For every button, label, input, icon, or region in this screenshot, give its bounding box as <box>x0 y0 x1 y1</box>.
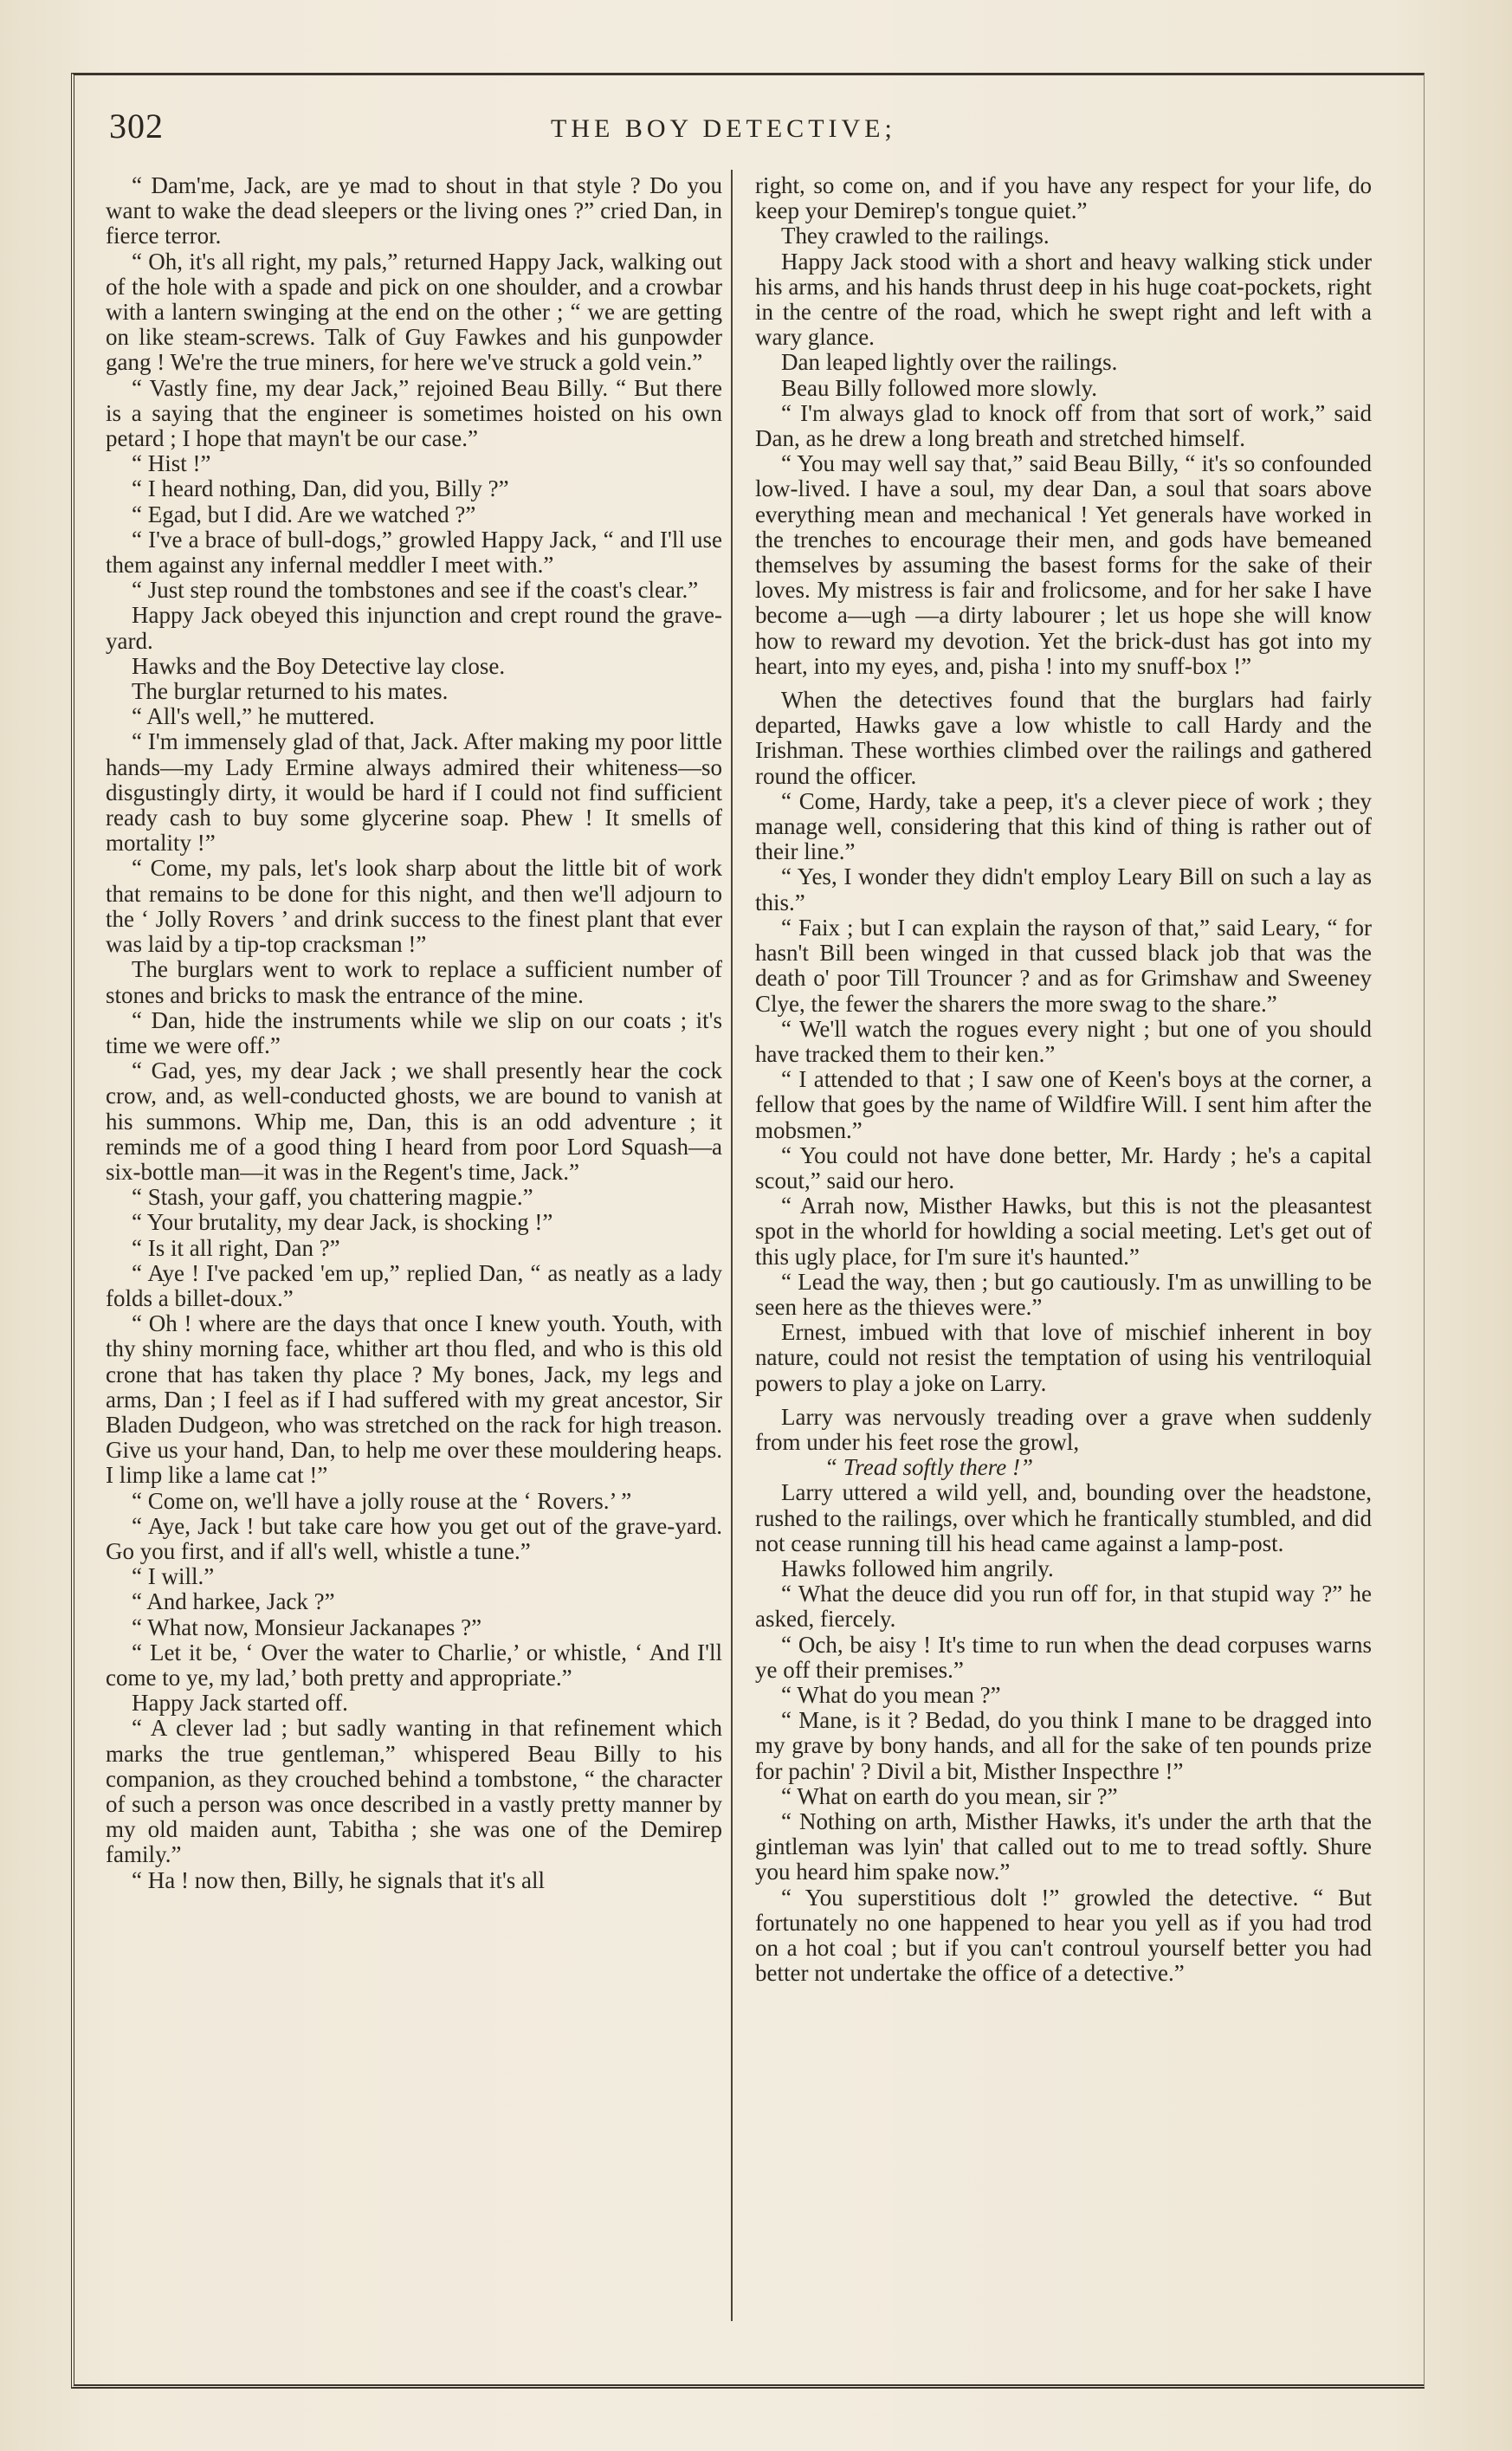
paragraph: “ What on earth do you mean, sir ?” <box>781 1782 1118 1809</box>
paragraph: “ Ha ! now then, Billy, he signals that it's all <box>132 1866 546 1893</box>
paragraph: “ Come, my pals, let's look sharp about the little bit of work that remains to be done for this night, and then we'll adjourn to the ‘ Jolly Rovers ’ and drink success to the finest plant that ever was laid by a tip-top cracksman !” <box>106 855 722 958</box>
paragraph: “ Lead the way, then ; but go cautiously. I'm as unwilling to be seen here as the thieves were.” <box>755 1268 1372 1320</box>
paragraph: Happy Jack obeyed this injunction and crept round the grave-yard. <box>106 602 722 654</box>
paragraph: Larry uttered a wild yell, and, bounding over the headstone, rushed to the railings, over which he frantically stumbled, and did not cease running till his head came against a lamp-post. <box>755 1479 1372 1556</box>
paragraph: “ I will.” <box>132 1563 215 1590</box>
paragraph: “ And harkee, Jack ?” <box>132 1588 335 1615</box>
paragraph: “ I'm immensely glad of that, Jack. After making my poor little hands—my Lady Ermine always admired their whiteness—so disgustingly dirty, it would be hard if I could not find sufficient ready cash to buy some glycerine soap. Phew ! It smells of mortality !” <box>106 728 722 857</box>
paragraph: “ You could not have done better, Mr. Hardy ; he's a capital scout,” said our hero. <box>755 1141 1372 1193</box>
column-divider <box>731 170 733 2321</box>
paragraph: “ Faix ; but I can explain the rayson of that,” said Leary, “ for hasn't Bill been winged in that cussed black job that was the death o' poor Till Trouncer ? and as for Grimshaw and Sweeney Clye, the fewer the sharers the more swag to the share.” <box>755 914 1372 1017</box>
paragraph: right, so come on, and if you have any respect for your life, do keep your Demirep's tongue quiet.” <box>755 173 1372 224</box>
right-column <box>755 173 1372 2321</box>
paragraph: The burglar returned to his mates. <box>132 678 449 705</box>
paragraph: “ I heard nothing, Dan, did you, Billy ?” <box>132 475 509 502</box>
paragraph: “ Oh ! where are the days that once I knew youth. Youth, with thy shiny morning face, whither art thou fled, and who is this old crone that has taken thy place ? My bones, Jack, my legs and arms, Dan ; I feel as if I had suffered with my great ancestor, Sir Bladen Dudgeon, who was stretched on the rack for high treason. Give us your hand, Dan, to help me over these mouldering heaps. I limp like a lame cat !” <box>106 1310 722 1489</box>
paragraph: Larry was nervously treading over a grave when suddenly from under his feet rose the growl, <box>755 1403 1372 1455</box>
page-number: 302 <box>109 107 164 146</box>
paragraph: “ Stash, your gaff, you chattering magpie.” <box>132 1184 533 1211</box>
paragraph: “ A clever lad ; but sadly wanting in that refinement which marks the true gentleman,” whispered Beau Billy to his companion, as they crouched behind a tombstone, “ the character of such a person was once described in a vastly pretty manner by my old maiden aunt, Tabitha ; she was one of the Demirep family.” <box>106 1715 722 1868</box>
left-column <box>106 173 722 2321</box>
paragraph: “ Dam'me, Jack, are ye mad to shout in that style ? Do you want to wake the dead sleepers or the living ones ?” cried Dan, in fierce terror. <box>106 173 722 249</box>
paragraph: “ Aye, Jack ! but take care how you get out of the grave-yard. Go you first, and if all's well, whistle a tune.” <box>106 1512 722 1564</box>
paragraph: “ Just step round the tombstones and see if the coast's clear.” <box>132 577 699 604</box>
paragraph: Happy Jack started off. <box>132 1690 348 1717</box>
paragraph: Happy Jack stood with a short and heavy walking stick under his arms, and his hands thrust deep in his huge coat-pockets, right in the centre of the road, which he swept right and left with a wary glance. <box>755 248 1372 351</box>
paragraph: “ I'm always glad to knock off from that sort of work,” said Dan, as he drew a long breath and stretched himself. <box>755 399 1372 452</box>
paragraph: They crawled to the railings. <box>781 223 1050 249</box>
paragraph: “ Come on, we'll have a jolly rouse at the ‘ Rovers.’ ” <box>132 1487 632 1514</box>
paragraph: Beau Billy followed more slowly. <box>781 374 1097 401</box>
paragraph: “ What now, Monsieur Jackanapes ?” <box>132 1614 482 1640</box>
paragraph: “ You superstitious dolt !” growled the detective. “ But fortunately no one happened to hear you yell as if you had trod on a hot coal ; but if you can't controul yourself better you had better not undertake the office of a detective.” <box>755 1884 1372 1987</box>
paragraph: “ Och, be aisy ! It's time to run when the dead corpuses warns ye off their premises.” <box>755 1631 1372 1683</box>
paragraph: Hawks followed him angrily. <box>781 1555 1054 1581</box>
paragraph: “ Oh, it's all right, my pals,” returned Happy Jack, walking out of the hole with a spade and pick on one shoulder, and a crowbar with a lantern swinging at the end on the other ; “ we are getting on like steam-screws. Talk of Guy Fawkes and his gunpowder gang ! We're the true miners, for here we've struck a gold vein.” <box>106 248 722 376</box>
paragraph: “ Tread softly there !” <box>824 1454 1034 1481</box>
paragraph: “ Gad, yes, my dear Jack ; we shall presently hear the cock crow, and, as well-conducted ghosts, we are bound to vanish at his summons. Whip me, Dan, this is an odd adventure ; it reminds me of a good thing I heard from poor Lord Squash—a six-bottle man—it was in the Regent's time, Jack.” <box>106 1057 722 1185</box>
paragraph: When the detectives found that the burglars had fairly departed, Hawks gave a low whistle to call Hardy and the Irishman. These worthies climbed over the railings and gathered round the officer. <box>755 687 1372 789</box>
paragraph: Hawks and the Boy Detective lay close. <box>132 652 506 679</box>
paragraph: “ Your brutality, my dear Jack, is shocking !” <box>132 1209 553 1236</box>
paragraph: “ Arrah now, Misther Hawks, but this is not the pleasantest spot in the whorld for howlding a social meeting. Let's get out of this ugly place, for I'm sure it's haunted.” <box>755 1193 1372 1270</box>
paragraph: “ Let it be, ‘ Over the water to Charlie,’ or whistle, ‘ And I'll come to ye, my lad,’ both pretty and appropriate.” <box>106 1639 722 1691</box>
running-title: THE BOY DETECTIVE; <box>551 114 896 143</box>
paragraph: “ Vastly fine, my dear Jack,” rejoined Beau Billy. “ But there is a saying that the engineer is sometimes hoisted on his own petard ; I hope that mayn't be our case.” <box>106 374 722 452</box>
page-header <box>109 106 1408 158</box>
paragraph: “ Nothing on arth, Misther Hawks, it's under the arth that the gintleman was lyin' that called out to me to tread softly. Shure you heard him spake now.” <box>755 1808 1372 1885</box>
paragraph: Dan leaped lightly over the railings. <box>781 349 1118 376</box>
paragraph: “ I've a brace of bull-dogs,” growled Happy Jack, “ and I'll use them against any infernal meddler I meet with.” <box>106 526 722 579</box>
paragraph: “ Hist !” <box>132 450 211 477</box>
paragraph: “ You may well say that,” said Beau Billy, “ it's so confounded low-lived. I have a soul, my dear Dan, a soul that soars above everything mean and mechanical ! Yet generals have worked in the trenches to encourage their men, and gods have bemeaned themselves by assuming the basest forms for the sake of their loves. My mistress is fair and frolicsome, and for her sake I have become a—ugh —a dirty labourer ; let us hope she will know how to reward my devotion. Yet the brick-dust has got into my heart, into my eyes, and, pisha ! into my snuff-box !” <box>755 450 1372 679</box>
paragraph: “ What the deuce did you run off for, in that stupid way ?” he asked, fiercely. <box>755 1581 1372 1633</box>
paragraph: “ Aye ! I've packed 'em up,” replied Dan, “ as neatly as a lady folds a billet-doux.” <box>106 1259 722 1311</box>
paragraph: “ All's well,” he muttered. <box>132 703 375 730</box>
paragraph: “ I attended to that ; I saw one of Keen's boys at the corner, a fellow that goes by the name of Wildfire Will. I sent him after the mobsmen.” <box>755 1066 1372 1143</box>
paragraph: “ Egad, but I did. Are we watched ?” <box>132 501 476 527</box>
paragraph: “ Dan, hide the instruments while we slip on our coats ; it's time we were off.” <box>106 1006 722 1058</box>
paragraph: “ Come, Hardy, take a peep, it's a clever piece of work ; they manage well, considering that this kind of thing is rather out of their line.” <box>755 787 1372 865</box>
paragraph: “ Mane, is it ? Bedad, do you think I mane to be dragged into my grave by bony hands, and all for the sake of ten pounds prize for pachin' ? Divil a bit, Misther Inspecthre !” <box>755 1707 1372 1784</box>
paragraph: The burglars went to work to replace a sufficient number of stones and bricks to mask the entrance of the mine. <box>106 956 722 1008</box>
paragraph: Ernest, imbued with that love of mischief inherent in boy nature, could not resist the temptation of using his ventriloquial powers to play a joke on Larry. <box>755 1319 1372 1396</box>
paragraph: “ Yes, I wonder they didn't employ Leary Bill on such a lay as this.” <box>755 863 1372 915</box>
paragraph: “ We'll watch the rogues every night ; but one of you should have tracked them to their ken.” <box>755 1015 1372 1067</box>
paragraph: “ Is it all right, Dan ?” <box>132 1234 340 1261</box>
paragraph: “ What do you mean ?” <box>781 1681 1001 1708</box>
